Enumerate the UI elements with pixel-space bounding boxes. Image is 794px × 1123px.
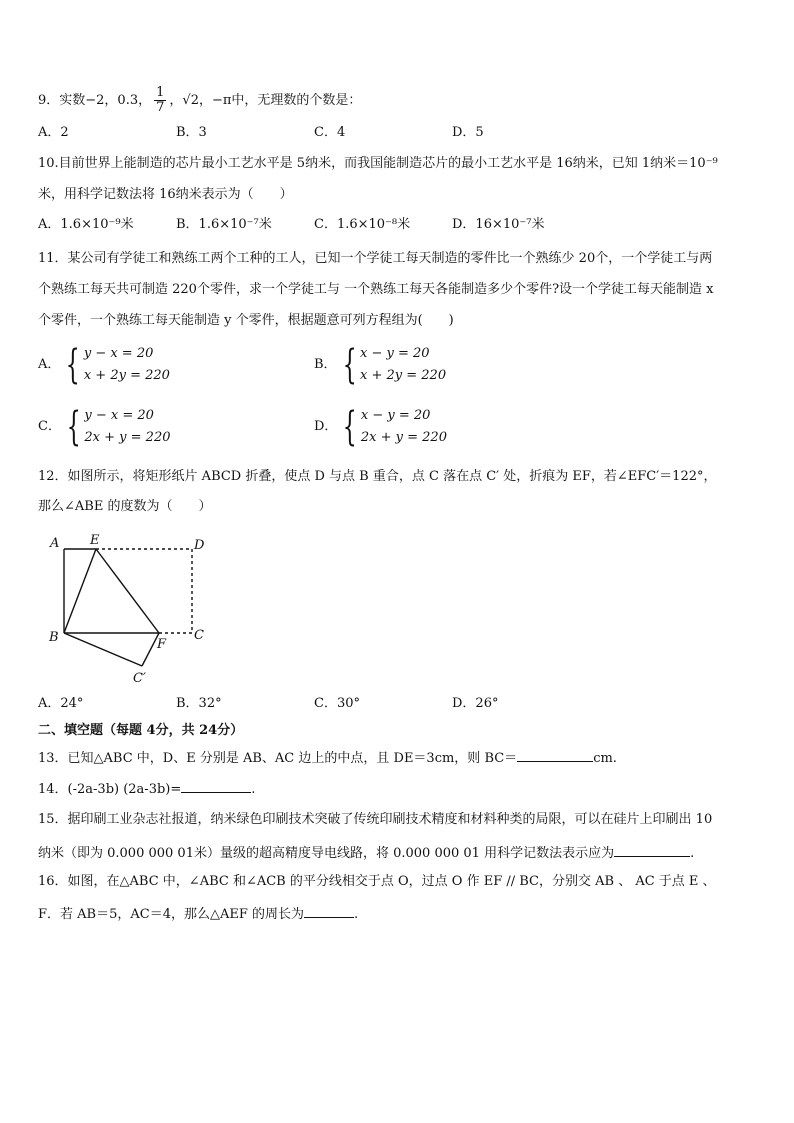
label-b: B [49,630,59,645]
q11-option-d-eq1: x − y = 20 [360,408,431,423]
q11-option-b-eq1: x − y = 20 [360,346,430,361]
label-c: C [194,628,204,643]
q11-option-d-label: D． [314,419,338,434]
label-f: F [157,637,167,652]
q12-option-d: D．26° [452,696,499,711]
q10-line1: 10.目前世界上能制造的芯片最小工艺水平是 5纳米，而我国能制造芯片的最小工艺水平是 16纳米，已知 1纳米＝10⁻⁹ [38,156,718,171]
q9-stem-b: ， [169,93,183,108]
q11-option-b-eq2: x + 2y = 220 [360,368,447,383]
q9-stem-c: ，−π中，无理数的个数是： [198,93,362,108]
q9-fraction [154,86,166,115]
q11-option-c [38,405,170,449]
q9-sqrt: √2 [182,93,199,108]
q11-line2: 个熟练工每天共可制造 220个零件，求一个学徒工与 一个熟练工每天各能制造多少个零件?设一个学徒工每天能制造 x [38,282,714,297]
q9-stem-a: 9．实数−2，0.3， [38,93,152,108]
q14-text-b: . [251,782,256,797]
q11-option-c-eq2: 2x + y = 220 [84,430,171,445]
q16-line2-a: F．若 AB＝5，AC＝4，那么△AEF 的周长为 [38,907,304,922]
q12-option-c: C．30° [314,696,360,711]
q9-option-b: B．3 [176,125,207,140]
q16-line2-b: . [354,907,359,922]
q16-answer-blank[interactable] [304,903,354,918]
q15-line1: 15．据印刷工业杂志社报道，纳米绿色印刷技术突破了传统印刷技术精度和材料种类的局限，可以在硅片上印刷出 10 [38,812,713,827]
q11-option-b [314,343,446,387]
q13-text-b: cm. [593,751,617,766]
q13-text-a: 13．已知△ABC 中，D、E 分别是 AB、AC 边上的中点，且 DE＝3cm，则 BC＝ [38,751,518,766]
q9-stem [38,86,361,115]
q15-line2-b: . [690,846,695,861]
q14-text-a: 14．(-2a-3b) (2a-3b)= [38,782,182,797]
q10-option-c: C．1.6×10⁻⁸米 [314,217,411,232]
label-a: A [50,536,60,551]
brace-icon: { [343,404,358,450]
q13 [38,747,617,769]
q10-option-d: D．16×10⁻⁷米 [452,217,545,232]
q9-fraction-denominator: 7 [156,100,165,115]
q12-option-a: A．24° [38,696,84,711]
q11-option-c-eq1: y − x = 20 [84,408,154,423]
q15-answer-blank[interactable] [614,842,690,857]
section-heading: 二、填空题（每题 4分，共 24分） [38,723,244,738]
q12-option-b: B．32° [176,696,222,711]
q11-line1: 11．某公司有学徒工和熟练工两个工种的工人，已知一个学徒工每天制造的零件比一个熟练少 20个，一个学徒工与两 [38,251,713,266]
q11-option-a [38,343,170,387]
q12-line2: 那么∠ABE 的度数为（ ） [38,499,212,514]
q10-line2: 米，用科学记数法将 16纳米表示为（ ） [38,187,293,202]
q11-option-d-eq2: 2x + y = 220 [360,430,447,445]
label-e: E [90,533,100,548]
q11-option-a-label: A． [38,357,61,372]
q15-line2-a: 纳米（即为 0.000 000 01米）量级的超高精度导电线路，将 0.000 000 01 用科学记数法表示应为 [38,846,615,861]
q10-option-a: A．1.6×10⁻⁹米 [38,217,134,232]
q12-line1: 12．如图所示，将矩形纸片 ABCD 折叠，使点 D 与点 B 重合，点 C 落在点 C′ 处，折痕为 EF，若∠EFC′＝122°， [38,469,717,484]
edge-be [64,549,96,633]
q16-line1: 16．如图，在△ABC 中，∠ABC 和∠ACB 的平分线相交于点 O，过点 O 作 EF // BC，分别交 AB 、 AC 于点 E 、 [38,874,716,889]
q11-option-a-eq1: y − x = 20 [83,346,154,361]
q10-option-b: B．1.6×10⁻⁷米 [176,217,272,232]
brace-icon: { [66,342,81,388]
q9-option-c: C．4 [314,125,346,140]
q11-option-a-eq2: x + 2y = 220 [83,368,170,383]
q12-figure [44,532,224,688]
label-d: D [194,538,205,553]
label-cprime: C′ [133,671,146,686]
edge-ef [96,549,159,633]
q11-option-c-label: C． [38,419,61,434]
brace-icon: { [342,342,357,388]
q9-option-d: D．5 [452,125,484,140]
q9-fraction-numerator: 1 [156,85,165,100]
q14-answer-blank[interactable] [181,778,251,793]
q13-answer-blank[interactable] [517,747,593,762]
q11-option-b-label: B． [314,357,337,372]
edge-bcp [64,633,142,666]
q16-line2 [38,903,358,925]
q11-line3: 个零件，一个熟练工每天能制造 y 个零件，根据题意可列方程组为( ) [38,313,454,328]
brace-icon: { [66,404,81,450]
q11-option-d [314,405,447,449]
q9-option-a: A．2 [38,125,69,140]
q15-line2 [38,842,694,864]
q14 [38,778,255,800]
